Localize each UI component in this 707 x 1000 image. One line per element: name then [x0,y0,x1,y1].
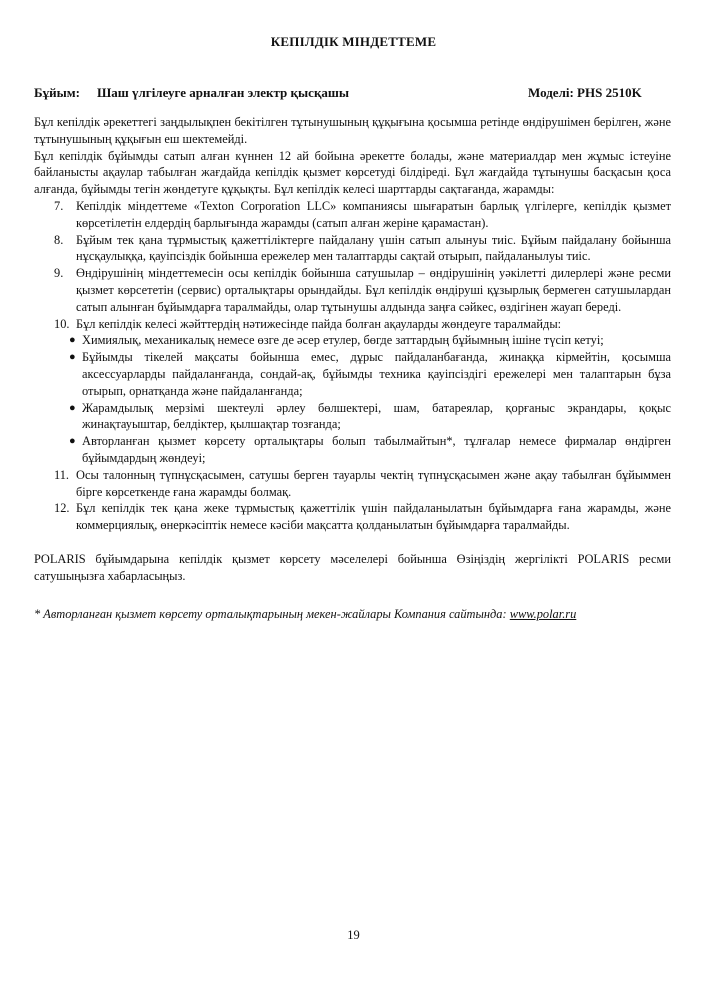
term-text: Бұл кепілдік тек қана жеке тұрмыстық қажеттілік үшін пайдаланылатын бұйымдарға ғана жарамды, және коммерциялық, өнеркәсіптік немесе кәсіби мақсатта қолданылатын бұйымдарға таралмайды. [76,501,671,533]
term-number: 7. [54,198,64,213]
contact-paragraph: POLARIS бұйымдарына кепілдік қызмет көрсету мәселелері бойынша Өзіңіздің жергілікті POLARIS ресми сатушыңызға хабарласыңыз. [34,551,671,583]
product-model: Моделі: PHS 2510K [528,85,642,100]
term-item [34,232,671,266]
terms-list-continued [34,467,671,534]
exclusion-text: Бұйымды тікелей мақсаты бойынша емес, дұрыс пайдаланбағанда, жинаққа кірмейтін, қосымша аксессуарларды пайдаланғанда, сондай-ақ, бұйымды техника қауіпсіздігі ережелері мен талаптарын бұза отырып, орнатқанда және пайдаланғанда; [82,350,671,398]
terms-list [34,198,671,332]
term-number: 9. [54,266,64,281]
intro-paragraph: Бұл кепілдік әрекеттегі заңдылықпен бекітілген тұтынушының құқығына қосымша ретінде өндірушімен берілген, және тұтынушының құқығын еш шектемейді. [34,115,671,146]
term-item [34,265,671,315]
term-number: 8. [54,232,64,247]
product-label: Бұйым: [34,85,80,100]
warranty-body [34,114,671,622]
website-link[interactable]: www.polar.ru [509,606,577,621]
term-number: 11. [54,467,70,482]
exclusion-item [34,332,671,349]
bullet-icon: ● [69,435,76,448]
bullet-icon: ● [69,401,76,414]
term-item [34,198,671,232]
document-title: КЕПІЛДІК МІНДЕТТЕМЕ [270,34,437,49]
term-number: 12. [54,501,70,516]
term-text: Кепілдік міндеттеме «Texton Corporation LLC» компаниясы шығаратын барлық үлгілерге, кепілдік қызмет көрсетілетін елдердің барлығында жарамды (сатып алған жеріне қарамастан). [76,198,671,230]
bullet-icon: ● [69,334,76,347]
product-line [34,85,674,101]
term-item [34,316,671,333]
product-name: Шаш үлгілеуге арналған электр қысқашы [97,85,350,100]
exclusion-text: Авторланған қызмет көрсету орталықтары болып табылмайтын*, тұлғалар немесе фирмалар өндірген бұйымдардың жөндеуі; [82,434,671,465]
exclusion-item [34,400,671,434]
term-text: Бұл кепілдік келесі жәйттердің нәтижесінде пайда болған ақауларды жөндеуге таралмайды: [76,316,562,331]
exclusion-item [34,433,671,467]
footnote-text: * Авторланған қызмет көрсету орталықтарының мекен-жайлары Компания сайтында: [34,606,507,621]
term-item [34,467,671,501]
footnote [34,606,671,623]
exclusions-list [34,332,671,466]
term-number: 10. [54,316,70,331]
intro-paragraph: Бұл кепілдік бұйымды сатып алған күннен 12 ай бойына әрекетте болады, және материалдар мен жұмыс істеуіне байланысты ақаулар табылған жағдайда кепілдік қызмет көрсетуді білдіреді. Бұл жағдайда тұтынушы басқасын қоса алғанда, бұйымды тегін жөндетуге құқықты. Бұл кепілдік келесі шарттарды сақтағанда, жарамды: [34,148,671,197]
bullet-icon: ● [69,351,76,364]
exclusion-text: Химиялық, механикалық немесе өзге де әсер етулер, бөгде заттардың бұйымның ішіне түсіп кетуі; [82,333,604,348]
term-text: Бұйым тек қана тұрмыстық қажеттіліктерге пайдалану үшін сатып алынуы тиіс. Бұйым пайдалану бойынша нұсқаулыққа, қауіпсіздік бойынша ережелер мен талаптарды сақтай отырып, пайдаланылуы тиіс. [76,232,671,264]
exclusion-item [34,349,671,399]
term-item [34,500,671,534]
term-text: Осы талонның түпнұсқасымен, сатушы берген тауарлы чектің түпнұсқасымен және ақау табылған бұйыммен бірге көрсеткенде ғана жарамды болмақ. [76,467,671,499]
page-number: 19 [347,928,360,942]
term-text: Өндірушінің міндеттемесін осы кепілдік бойынша сатушылар – өндірушінің уәкілетті дилерлері және ресми қызмет көрсететін (сервис) орталықтары орындайды. Бұл кепілдік өндіруші құзырлық бермеген сатушылардан сатып алынған бұйымдарға таралмайды, олар тұтынушы алдында заңға сәйкес, өздігінен жауап береді. [76,266,671,314]
exclusion-text: Жарамдылық мерзімі шектеулі әрлеу бөлшектері, шам, батареялар, қорғаныс экрандары, қоқыс жинақтауыштар, белдіктер, қылшақтар тозғанда; [82,400,671,432]
